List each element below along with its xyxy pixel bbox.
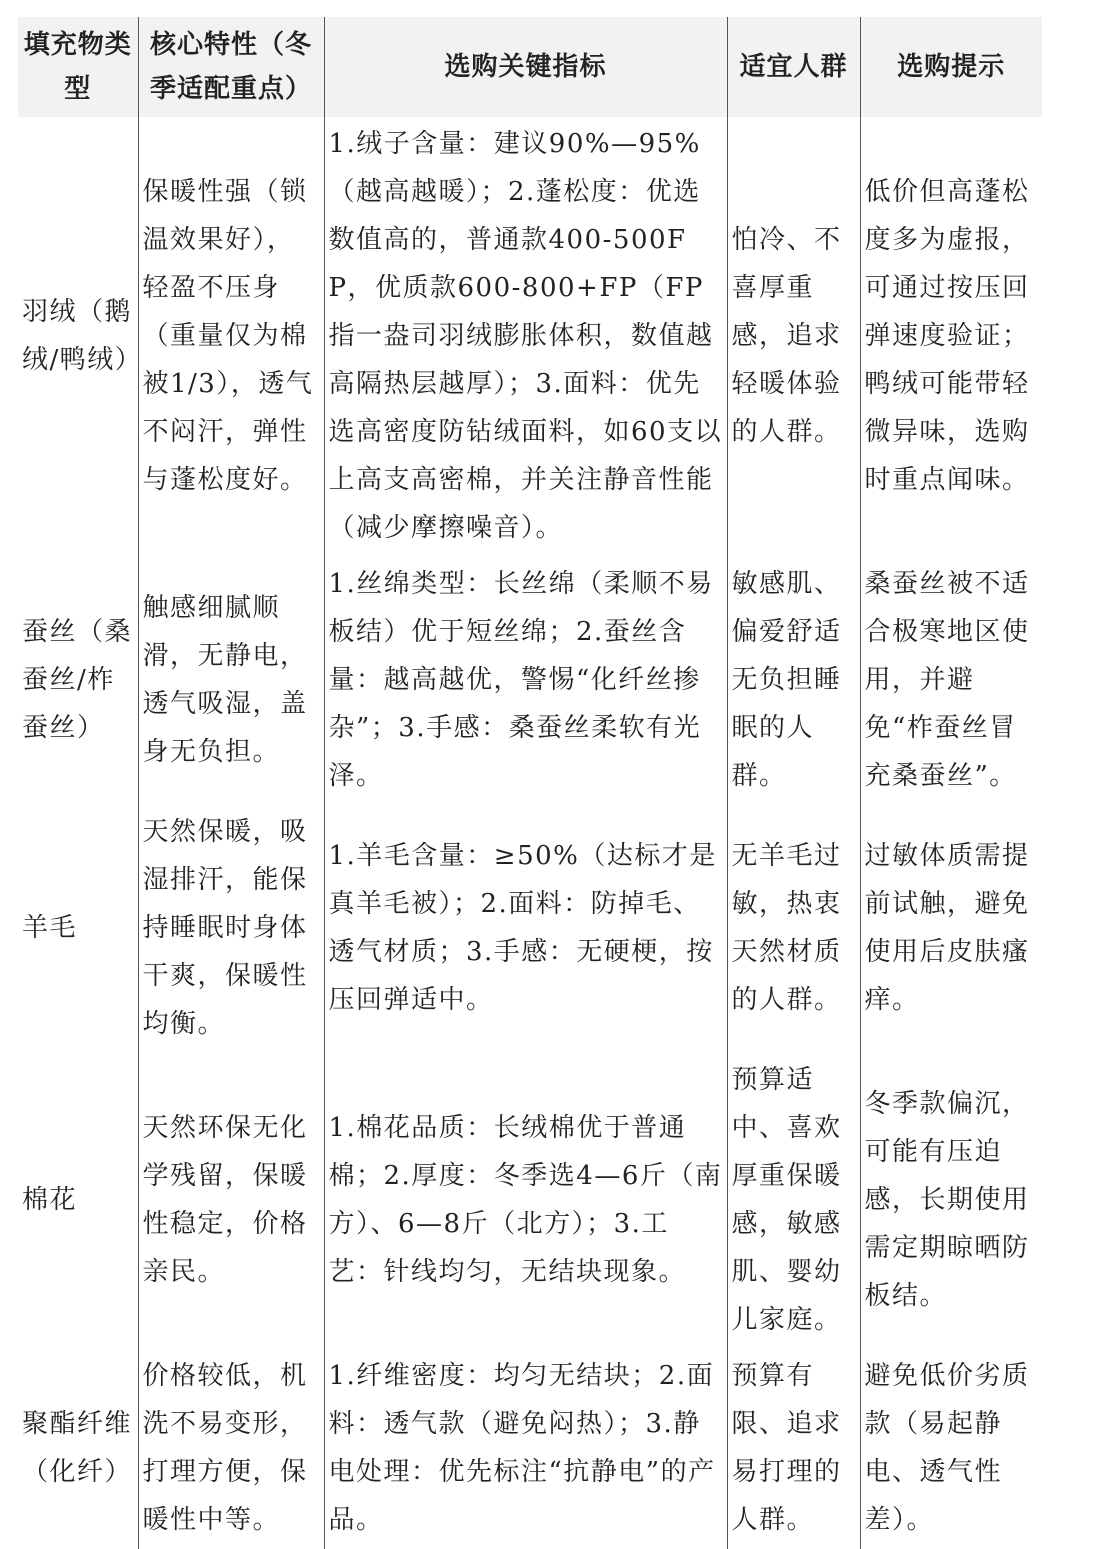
table-row (18, 805, 1042, 1053)
header-indicators: 选购关键指标 (324, 17, 727, 117)
table-row (18, 1349, 1042, 1549)
cell-audience: 预算适中、喜欢厚重保暖感，敏感肌、婴幼儿家庭。 (727, 1053, 860, 1349)
cell-audience: 预算有限、追求易打理的人群。 (727, 1349, 860, 1549)
cell-type: 棉花 (22, 1185, 78, 1215)
cell-feature: 天然环保无化学残留，保暖性稳定，价格亲民。 (138, 1053, 324, 1349)
cell-tips: 冬季款偏沉，可能有压迫感，长期使用需定期晾晒防板结。 (860, 1053, 1042, 1349)
header-audience: 适宜人群 (727, 17, 860, 117)
cell-feature: 天然保暖，吸湿排汗，能保持睡眠时身体干爽，保暖性均衡。 (138, 805, 324, 1053)
cell-indicators: 1.棉花品质：长绒棉优于普通棉；2.厚度：冬季选4—6斤（南方）、6—8斤（北方）；3.工艺：针线均匀，无结块现象。 (324, 1053, 727, 1349)
cell-tips: 低价但高蓬松度多为虚报，可通过按压回弹速度验证；鸭绒可能带轻微异味，选购时重点闻味。 (860, 117, 1042, 557)
cell-type: 聚酯纤维（化纤） (22, 1409, 133, 1487)
cell-tips: 过敏体质需提前试触，避免使用后皮肤瘙痒。 (860, 805, 1042, 1053)
cell-tips: 桑蚕丝被不适合极寒地区使用，并避免“柞蚕丝冒充桑蚕丝”。 (860, 557, 1042, 805)
header-row (18, 17, 1042, 117)
cell-audience: 无羊毛过敏，热衷天然材质的人群。 (727, 805, 860, 1053)
table-row (18, 117, 1042, 557)
cell-audience: 怕冷、不喜厚重感，追求轻暖体验的人群。 (727, 117, 860, 557)
table-header (18, 17, 1042, 117)
cell-indicators: 1.绒子含量：建议90%—95%（越高越暖）；2.蓬松度：优选数值高的，普通款400-500FP，优质款600-800+FP（FP指一盎司羽绒膨胀体积，数值越高隔热层越厚）；3.面料：优先选高密度防钻绒面料，如60支以上高支高密棉，并关注静音性能（减少摩擦噪音）。 (324, 117, 727, 557)
header-type: 填充物类型 (18, 17, 138, 117)
table-row (18, 1053, 1042, 1349)
cell-type: 羊毛 (22, 913, 78, 943)
cell-indicators: 1.纤维密度：均匀无结块；2.面料：透气款（避免闷热）；3.静电处理：优先标注“抗静电”的产品。 (324, 1349, 727, 1549)
table-row (18, 557, 1042, 805)
cell-indicators: 1.羊毛含量：≥50%（达标才是真羊毛被）；2.面料：防掉毛、透气材质；3.手感：无硬梗，按压回弹适中。 (324, 805, 727, 1053)
header-tips: 选购提示 (860, 17, 1042, 117)
table-body (18, 117, 1042, 1549)
cell-feature: 触感细腻顺滑，无静电，透气吸湿，盖身无负担。 (138, 557, 324, 805)
cell-indicators: 1.丝绵类型：长丝绵（柔顺不易板结）优于短丝绵；2.蚕丝含量：越高越优，警惕“化纤丝掺杂”；3.手感：桑蚕丝柔软有光泽。 (324, 557, 727, 805)
cell-type: 蚕丝（桑蚕丝/柞蚕丝） (22, 617, 133, 743)
cell-audience: 敏感肌、偏爱舒适无负担睡眠的人群。 (727, 557, 860, 805)
cell-feature: 保暖性强（锁温效果好），轻盈不压身（重量仅为棉被1/3），透气不闷汗，弹性与蓬松度好。 (138, 117, 324, 557)
header-feature: 核心特性（冬季适配重点） (138, 17, 324, 117)
filling-comparison-table (18, 17, 1042, 1549)
cell-type: 羽绒（鹅绒/鸭绒） (22, 297, 143, 375)
cell-tips: 避免低价劣质款（易起静电、透气性差）。 (860, 1349, 1042, 1549)
cell-feature: 价格较低，机洗不易变形，打理方便，保暖性中等。 (138, 1349, 324, 1549)
